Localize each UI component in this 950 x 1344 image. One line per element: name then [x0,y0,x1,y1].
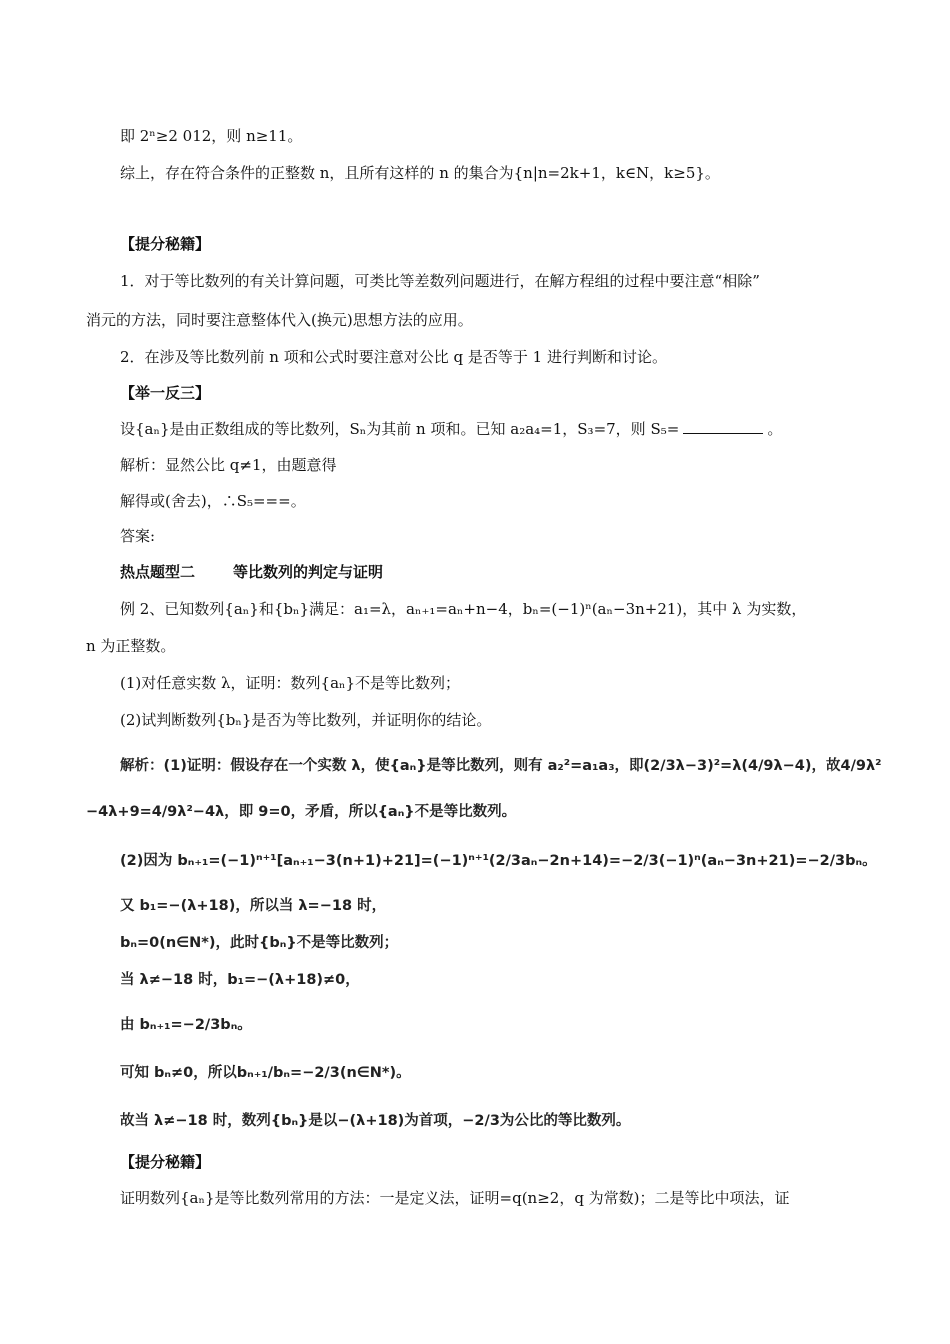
section-heading: 【提分秘籍】 [120,1153,211,1171]
math-line: −4λ+9=4/9λ²−4λ，即 9=0，矛盾，所以{aₙ}不是等比数列。 [86,804,517,820]
text-line: (2)试判断数列{bₙ}是否为等比数列，并证明你的结论。 [120,711,492,729]
math-line: 故当 λ≠−18 时，数列{bₙ}是以−(λ+18)为首项，−2/3为公比的等比数列。 [120,1113,631,1129]
topic-number: 热点题型二 [120,563,196,581]
math-line: 又 b₁=−(λ+18)，所以当 λ=−18 时， [120,898,387,914]
topic-heading [120,561,383,583]
question-text: 设{aₙ}是由正数组成的等比数列，Sₙ为其前 n 项和。已知 a₂a₄=1，S₃=7，则 S₅= [120,420,680,438]
math-line: 由 bₙ₊₁=−2/3bₙ。 [120,1017,252,1033]
text-line: 即 2ⁿ≥2 012，则 n≥11。 [120,127,303,145]
text-line: 解得或(舍去)，∴S₅===。 [120,492,306,510]
math-line: (2)因为 bₙ₊₁=(−1)ⁿ⁺¹[aₙ₊₁−3(n+1)+21]=(−1)ⁿ⁺¹(2/3aₙ−2n+14)=−2/3(−1)ⁿ(aₙ−3n+21)=−2/3bₙ。 [120,853,877,869]
question-end: 。 [767,420,783,438]
answer-blank [683,419,763,434]
text-line: 1．对于等比数列的有关计算问题，可类比等差数列问题进行，在解方程组的过程中要注意“相除” [120,272,760,290]
math-line: 可知 bₙ≠0，所以bₙ₊₁/bₙ=−2/3(n∈N*)。 [120,1065,411,1081]
math-line: bₙ=0(n∈N*)，此时{bₙ}不是等比数列； [120,935,399,951]
text-line: 2．在涉及等比数列前 n 项和公式时要注意对公比 q 是否等于 1 进行判断和讨论。 [120,348,667,366]
text-line: 证明数列{aₙ}是等比数列常用的方法：一是定义法，证明=q(n≥2，q 为常数)；二是等比中项法，证 [120,1189,790,1207]
question-line [120,418,782,440]
topic-title: 等比数列的判定与证明 [233,563,384,581]
text-line: (1)对任意实数 λ，证明：数列{aₙ}不是等比数列； [120,674,461,692]
math-line: 当 λ≠−18 时，b₁=−(λ+18)≠0， [120,972,360,988]
section-heading: 【提分秘籍】 [120,235,211,253]
text-line: 例 2、已知数列{aₙ}和{bₙ}满足：a₁=λ，aₙ₊₁=aₙ+n−4，bₙ=(−1)ⁿ(aₙ−3n+21)，其中 λ 为实数， [120,600,807,618]
text-line: 答案: [120,527,156,545]
text-line: 解析：显然公比 q≠1，由题意得 [120,456,337,474]
text-line: 消元的方法，同时要注意整体代入(换元)思想方法的应用。 [86,311,473,329]
text-line: n 为正整数。 [86,637,176,655]
text-line: 综上，存在符合条件的正整数 n，且所有这样的 n 的集合为{n|n=2k+1，k∈N，k≥5}。 [120,164,720,182]
section-heading: 【举一反三】 [120,384,211,402]
math-line: 解析：(1)证明：假设存在一个实数 λ，使{aₙ}是等比数列，则有 a₂²=a₁a₃，即(2/3λ−3)²=λ(4/9λ−4)，故4/9λ² [120,758,882,774]
